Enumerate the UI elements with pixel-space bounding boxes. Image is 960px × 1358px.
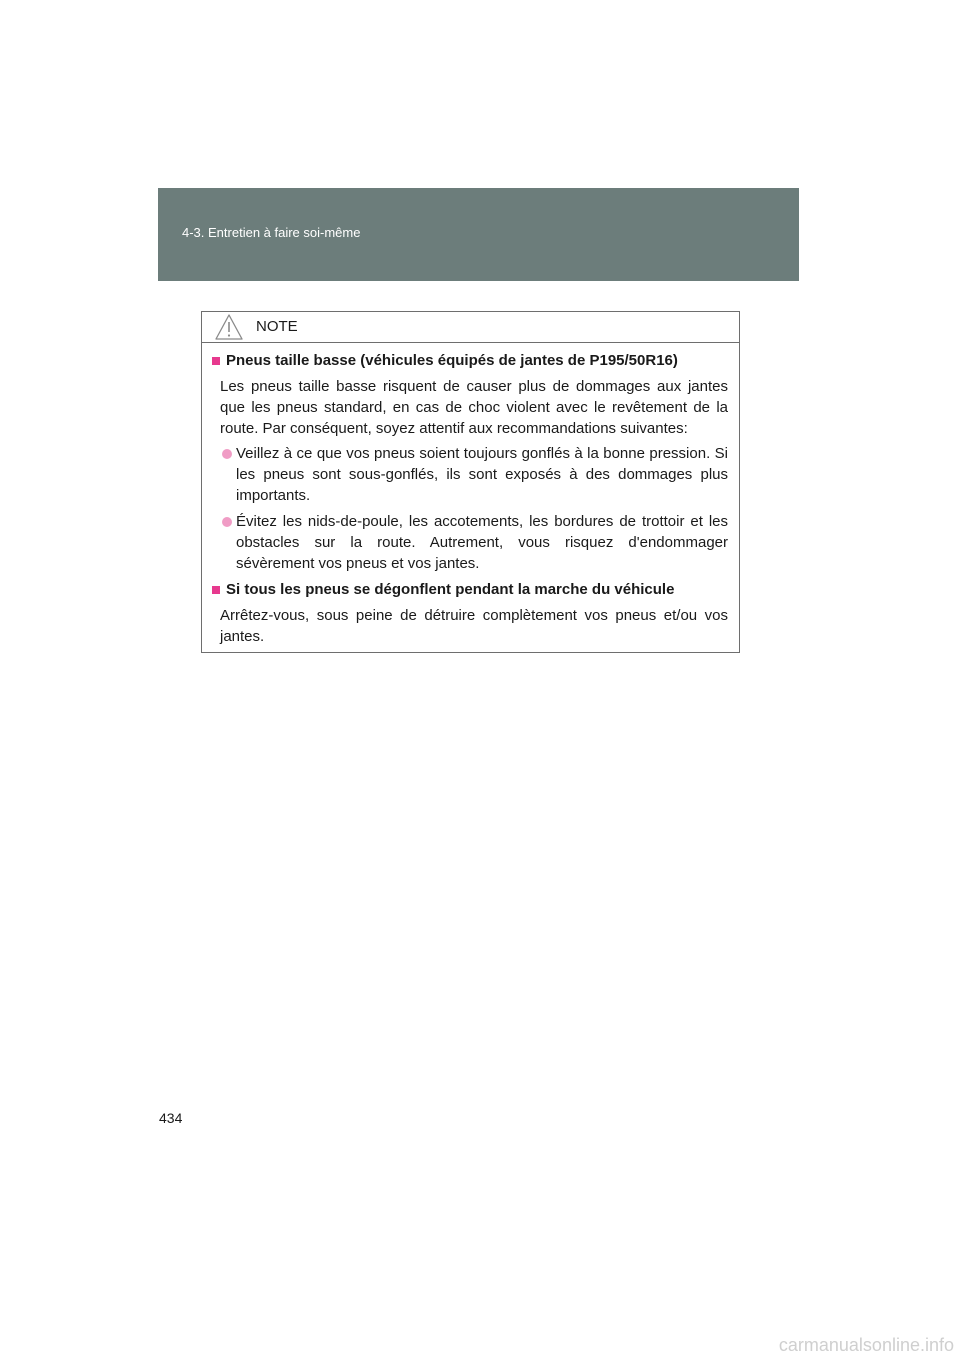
note-box xyxy=(201,311,740,653)
section-paragraph: Arrêtez-vous, sous peine de détruire complètement vos pneus et/ou vos jantes. xyxy=(220,607,728,645)
note-body xyxy=(202,343,739,647)
section-title: 4-3. Entretien à faire soi-même xyxy=(182,225,361,240)
section-paragraph: Les pneus taille basse risquent de causer plus de dommages aux jantes que les pneus standard, en cas de choc violent avec le revêtement de la route. Par conséquent, soyez attentif aux recommandations suivantes: xyxy=(220,378,728,437)
section-heading xyxy=(212,350,728,372)
round-bullet-icon xyxy=(222,517,232,527)
square-bullet-icon xyxy=(212,586,220,594)
warning-triangle-icon xyxy=(214,313,244,341)
section-heading-text: Pneus taille basse (véhicules équipés de jantes de P195/50R16) xyxy=(226,352,678,369)
note-title: NOTE xyxy=(256,318,298,335)
square-bullet-icon xyxy=(212,357,220,365)
watermark: carmanualsonline.info xyxy=(778,1335,954,1355)
section-heading-text: Si tous les pneus se dégonflent pendant la marche du véhicule xyxy=(226,581,675,598)
chapter-header-band xyxy=(158,188,799,281)
bullet-text: Évitez les nids-de-poule, les accotements, les bordures de trottoir et les obstacles sur la route. Autrement, vous risquez d'endommager sévèrement vos pneus et vos jantes. xyxy=(236,513,728,572)
bullet-item xyxy=(212,443,728,506)
bullet-item xyxy=(212,511,728,574)
note-title-row xyxy=(202,312,739,343)
bullet-text: Veillez à ce que vos pneus soient toujours gonflés à la bonne pression. Si les pneus sont sous-gonflés, ils sont exposés à des dommages plus importants. xyxy=(236,445,728,504)
page-number: 434 xyxy=(159,1110,183,1126)
round-bullet-icon xyxy=(222,449,232,459)
section-heading xyxy=(212,579,728,601)
